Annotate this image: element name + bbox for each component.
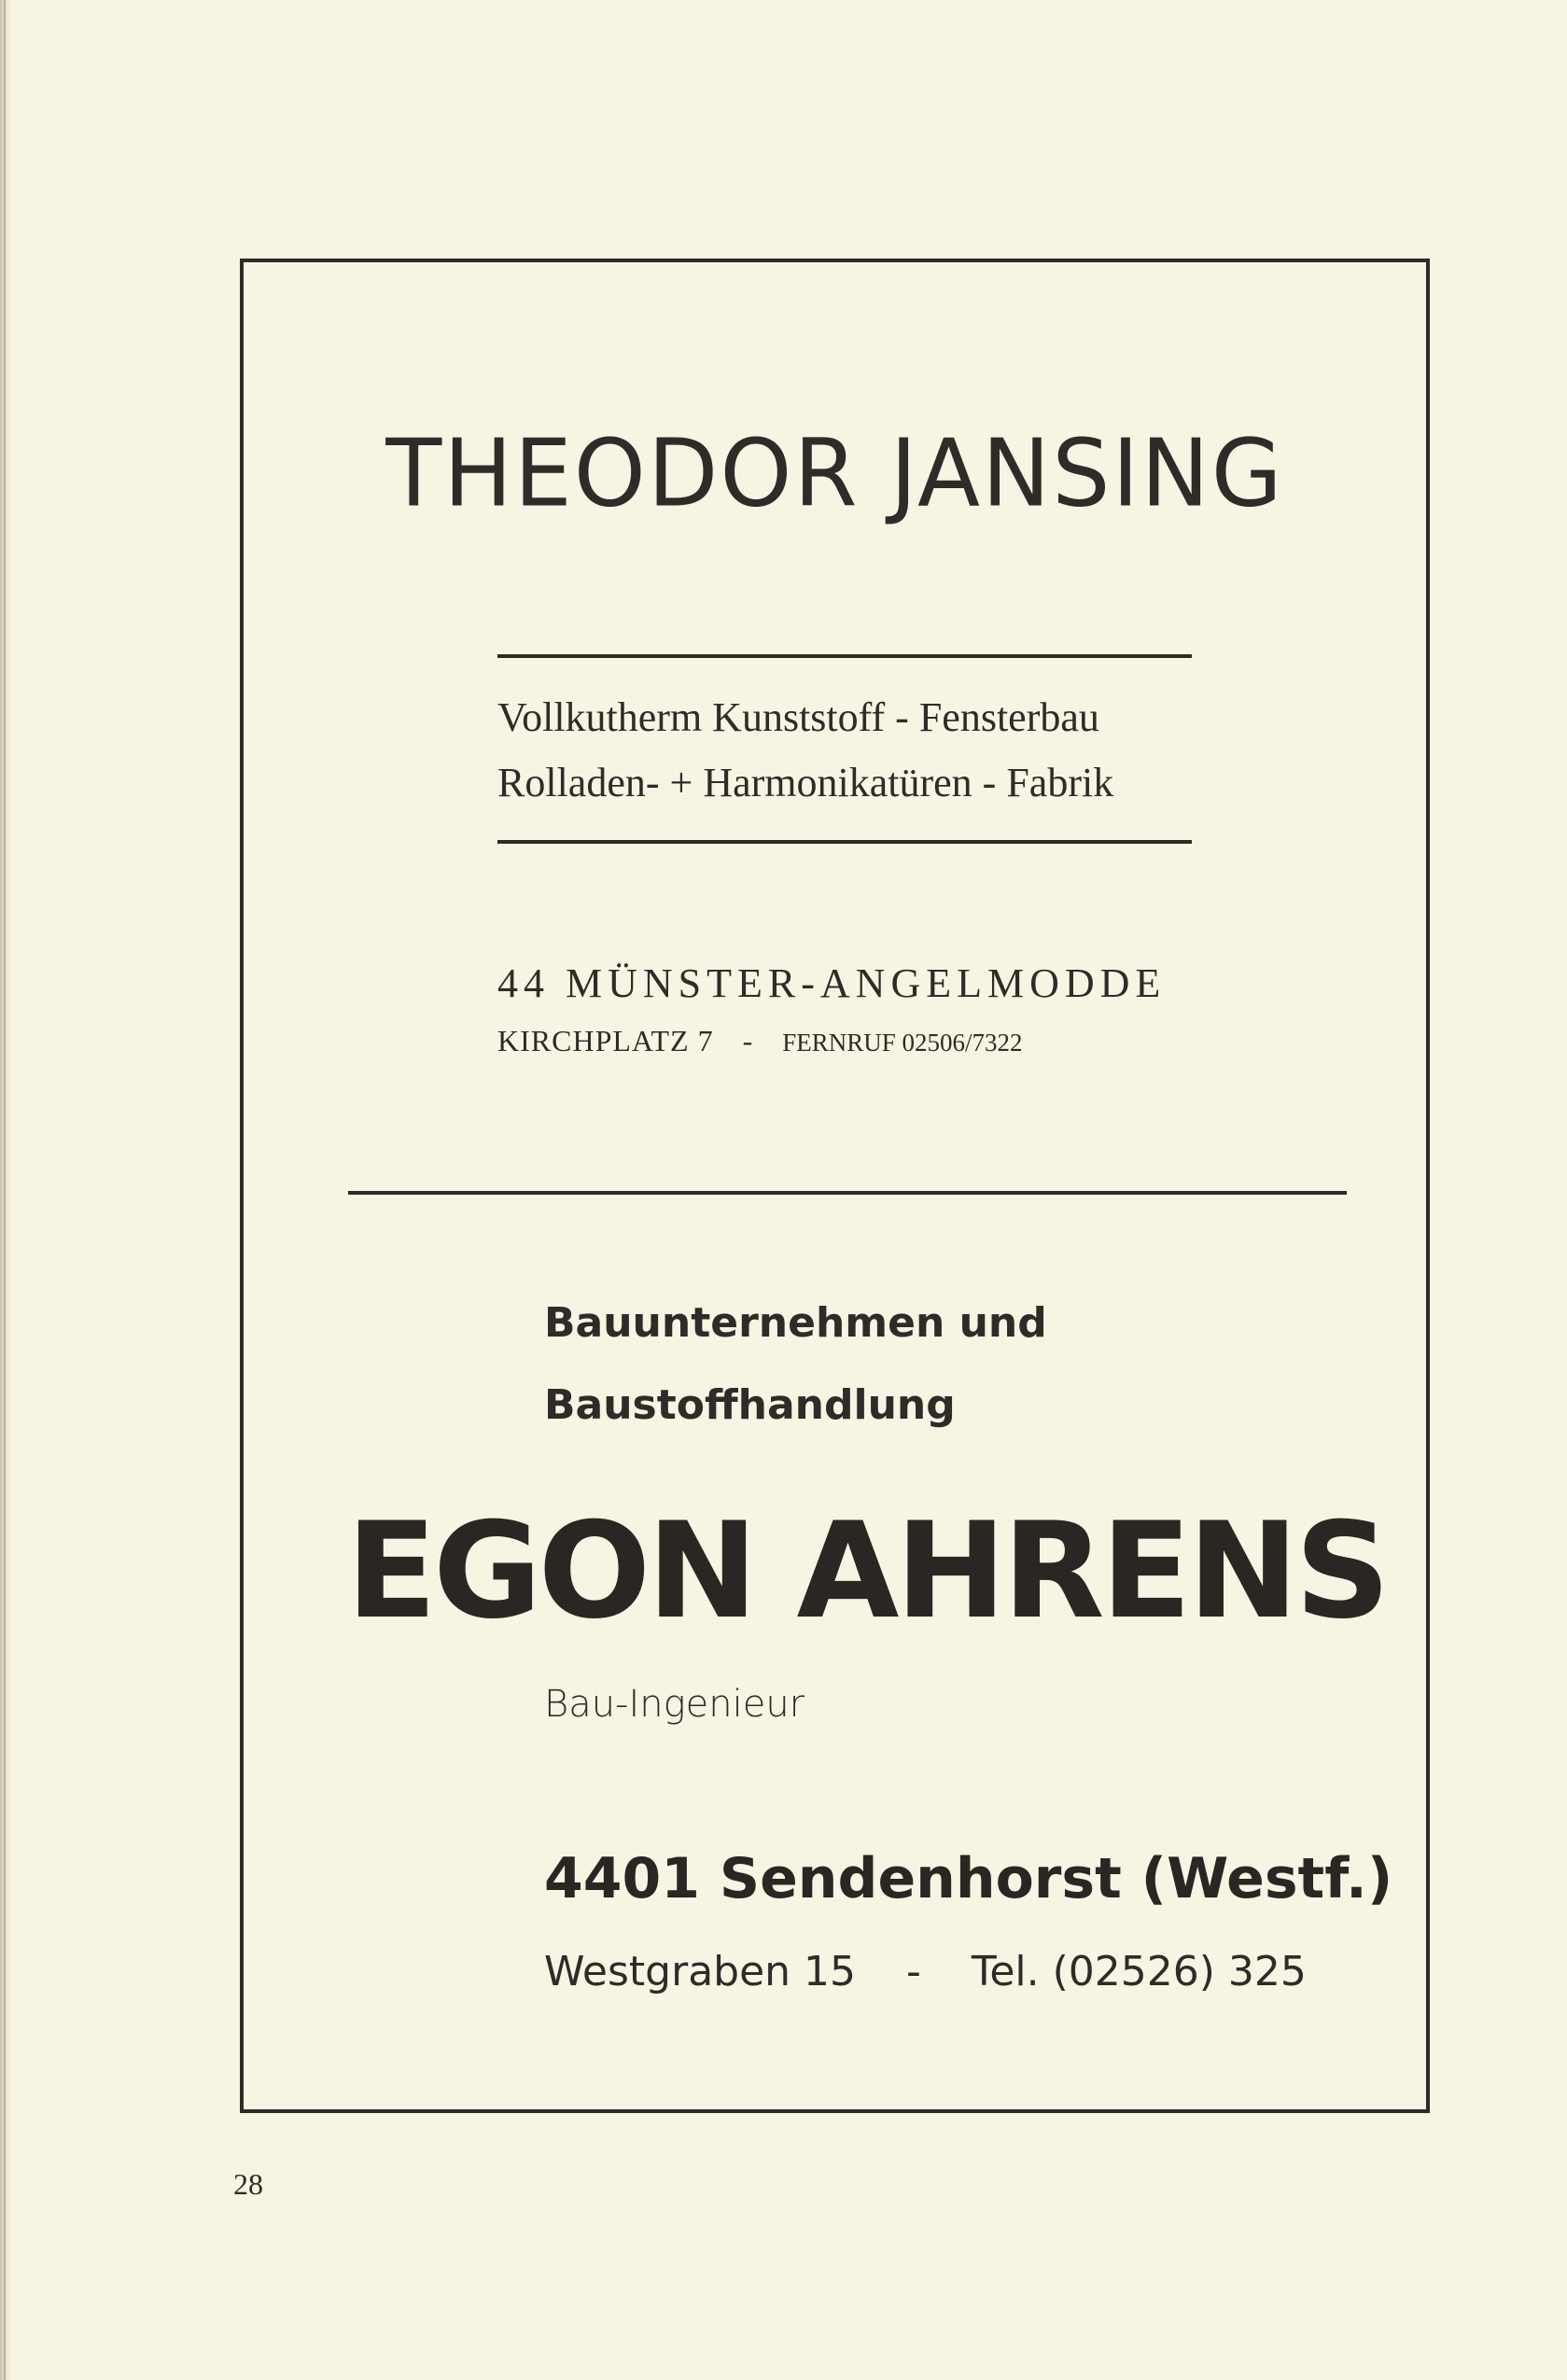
- ahrens-business-line: Bauunternehmen und: [544, 1299, 1047, 1347]
- separator: -: [906, 1948, 921, 1995]
- jansing-address: [497, 959, 1207, 1058]
- section-divider: [348, 1191, 1347, 1195]
- page-number: 28: [233, 2167, 263, 2201]
- ahrens-business-line: Baustoffhandlung: [544, 1381, 956, 1429]
- ahrens-street: Westgraben 15: [544, 1948, 857, 1995]
- ahrens-street-line: [544, 1948, 1307, 1995]
- jansing-products: [497, 685, 1197, 816]
- advertisement-frame: [240, 259, 1430, 2113]
- jansing-product-line: Rolladen- + Harmonikatüren - Fabrik: [497, 760, 1114, 805]
- jansing-city: 44 MÜNSTER-ANGELMODDE: [497, 960, 1167, 1006]
- ahrens-title: Bau-Ingenieur: [544, 1683, 805, 1726]
- jansing-company-name: THEODOR JANSING: [385, 419, 1284, 529]
- ahrens-city: 4401 Sendenhorst (Westf.): [544, 1846, 1393, 1911]
- jansing-phone: FERNRUF 02506/7322: [782, 1029, 1023, 1057]
- jansing-street-line: [497, 1024, 1207, 1058]
- ahrens-company-name: EGON AHRENS: [346, 1494, 1387, 1648]
- separator: -: [742, 1024, 754, 1057]
- divider-rule: [497, 840, 1192, 844]
- divider-rule: [497, 654, 1192, 658]
- jansing-product-line: Vollkutherm Kunststoff - Fensterbau: [497, 694, 1099, 740]
- ahrens-business-type: [544, 1282, 1047, 1447]
- page-edge: [0, 0, 13, 2380]
- jansing-street: KIRCHPLATZ 7: [497, 1024, 714, 1057]
- ahrens-phone: Tel. (02526) 325: [971, 1948, 1307, 1995]
